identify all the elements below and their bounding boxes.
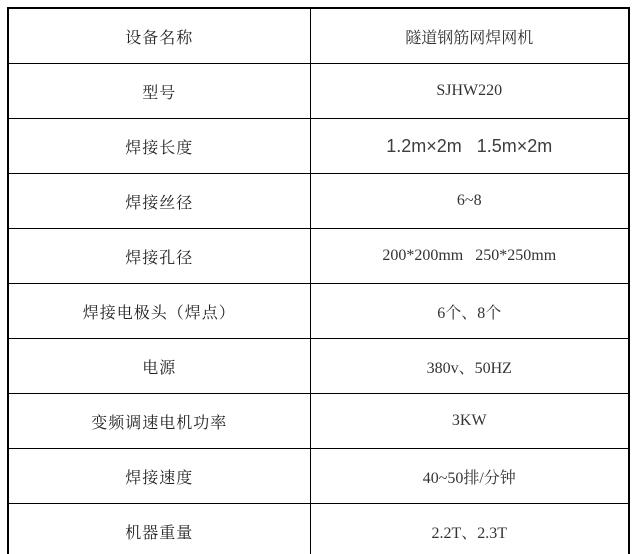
spec-value: 2.2T、2.3T: [310, 504, 629, 554]
table-row: [8, 8, 629, 64]
spec-table: [7, 7, 630, 554]
spec-value: 380v、50HZ: [310, 339, 629, 394]
spec-label: 电源: [8, 339, 310, 394]
table-row: [8, 284, 629, 339]
spec-label: 焊接速度: [8, 449, 310, 504]
spec-value: 1.2m×2m 1.5m×2m: [310, 119, 629, 174]
spec-value: 6~8: [310, 174, 629, 229]
spec-value: 40~50排/分钟: [310, 449, 629, 504]
spec-label: 型号: [8, 64, 310, 119]
table-row: [8, 339, 629, 394]
spec-label: 机器重量: [8, 504, 310, 554]
spec-label: 焊接丝径: [8, 174, 310, 229]
table-row: [8, 174, 629, 229]
spec-label: 焊接长度: [8, 119, 310, 174]
spec-label: 设备名称: [8, 8, 310, 64]
spec-value: 6个、8个: [310, 284, 629, 339]
table-row: [8, 449, 629, 504]
table-row: [8, 64, 629, 119]
spec-value: SJHW220: [310, 64, 629, 119]
table-row: [8, 229, 629, 284]
spec-value: 3KW: [310, 394, 629, 449]
table-row: [8, 504, 629, 554]
spec-label: 焊接孔径: [8, 229, 310, 284]
spec-value: 隧道钢筋网焊网机: [310, 8, 629, 64]
spec-label: 变频调速电机功率: [8, 394, 310, 449]
table-row: [8, 394, 629, 449]
spec-label: 焊接电极头（焊点）: [8, 284, 310, 339]
spec-table-body: [8, 8, 629, 554]
spec-value: 200*200mm 250*250mm: [310, 229, 629, 284]
table-row: [8, 119, 629, 174]
